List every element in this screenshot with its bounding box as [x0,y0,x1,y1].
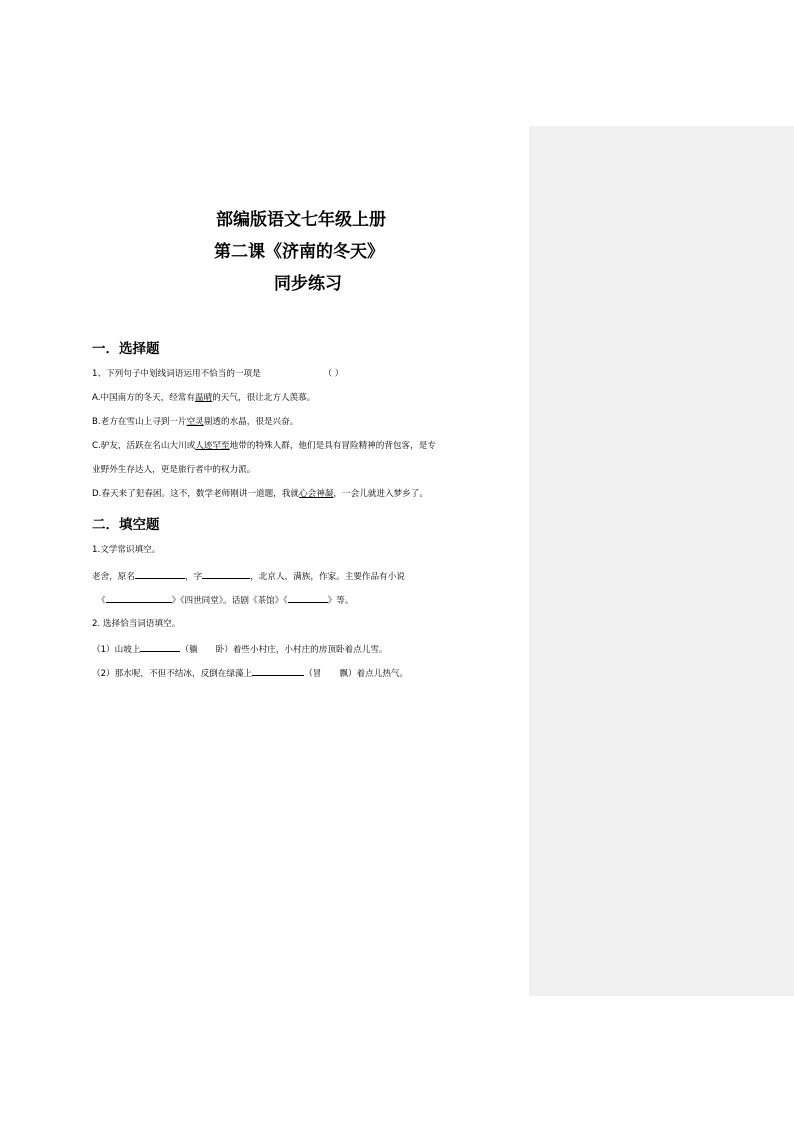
option-c-underlined: 人迹罕至 [195,441,230,451]
fill-question-1-line-1 [92,569,405,583]
option-b-text: B.老方在雪山上寻到一片 [92,417,187,427]
option-c-line-1 [92,440,436,452]
option-c-text: C.驴友，活跃在名山大川或 [92,441,196,451]
option-c-line-2: 业野外生存达人，更是旅行者中的权力派。 [92,465,256,475]
fill-text: ，字 [184,572,203,582]
fill-text: （1）山坡上 [92,645,141,655]
question-stem-text: 1、下列句子中划线词语运用不恰当的一项是 [92,369,261,379]
fill-text: （冒 [304,669,322,679]
option-a-text-end: 的天气，很让北方人羡慕。 [212,393,316,403]
fill-question-2-sentence-1 [92,642,388,656]
option-c-text-end: 地带的特殊人群，他们是具有冒险精神的背包客，是专 [229,441,436,451]
fill-text: 《 [97,596,106,606]
option-d-text-end: ，一会儿就进入梦乡了。 [333,489,428,499]
fill-text: 卧）着些小村庄，小村庄的房顶卧着点儿雪。 [215,645,388,655]
option-b-underlined: 空灵 [186,417,204,427]
option-b-text-end: 剔透的水晶，很是兴奋。 [203,417,299,427]
fill-question-2-stem: 2. 选择恰当词语填空。 [92,619,181,629]
option-b [92,416,298,428]
option-d [92,488,428,500]
option-a-underlined: 温晴 [195,393,213,403]
section-heading-fill: 二．填空题 [92,517,160,533]
fill-text: （2）那水呢，不但不结冰，反倒在绿藻上 [92,669,253,679]
option-a-text: A.中国南方的冬天，经常有 [92,393,195,403]
option-a [92,392,315,404]
fill-question-2-sentence-2 [92,666,408,680]
fill-blank-original-name[interactable] [135,569,185,579]
fill-question-1-line-2 [97,593,353,607]
fill-text: 老舍，原名 [92,572,135,582]
fill-blank-word-2[interactable] [252,666,304,676]
fill-blank-novel[interactable] [106,593,172,603]
fill-text: （躺 [180,645,198,655]
section-heading-choice: 一．选择题 [92,341,160,357]
fill-text: 》《四世同堂》。话剧《茶馆》《 [171,596,288,606]
fill-blank-word-1[interactable] [140,642,180,652]
fill-blank-courtesy-name[interactable] [202,569,250,579]
question-1-stem [92,368,343,380]
document-title [92,204,524,300]
fill-text: 飘）着点儿热气。 [339,669,409,679]
answer-paren: （ ） [323,369,344,379]
option-d-underlined: 心会神凝 [299,489,334,499]
title-line-2: 第二课《济南的冬天》 [214,242,384,262]
title-line-3: 同步练习 [274,274,342,294]
comment-pane [529,126,794,996]
title-line-1: 部编版语文七年级上册 [216,210,386,230]
fill-text: ，北京人，满族，作家。主要作品有小说 [250,572,405,582]
fill-text: 》等。 [327,596,354,606]
option-d-text: D.春天来了犯春困。这不，数学老师刚讲一道题，我就 [92,489,300,499]
fill-blank-play[interactable] [288,593,328,603]
fill-question-1-stem: 1.文学常识填空。 [92,545,161,555]
